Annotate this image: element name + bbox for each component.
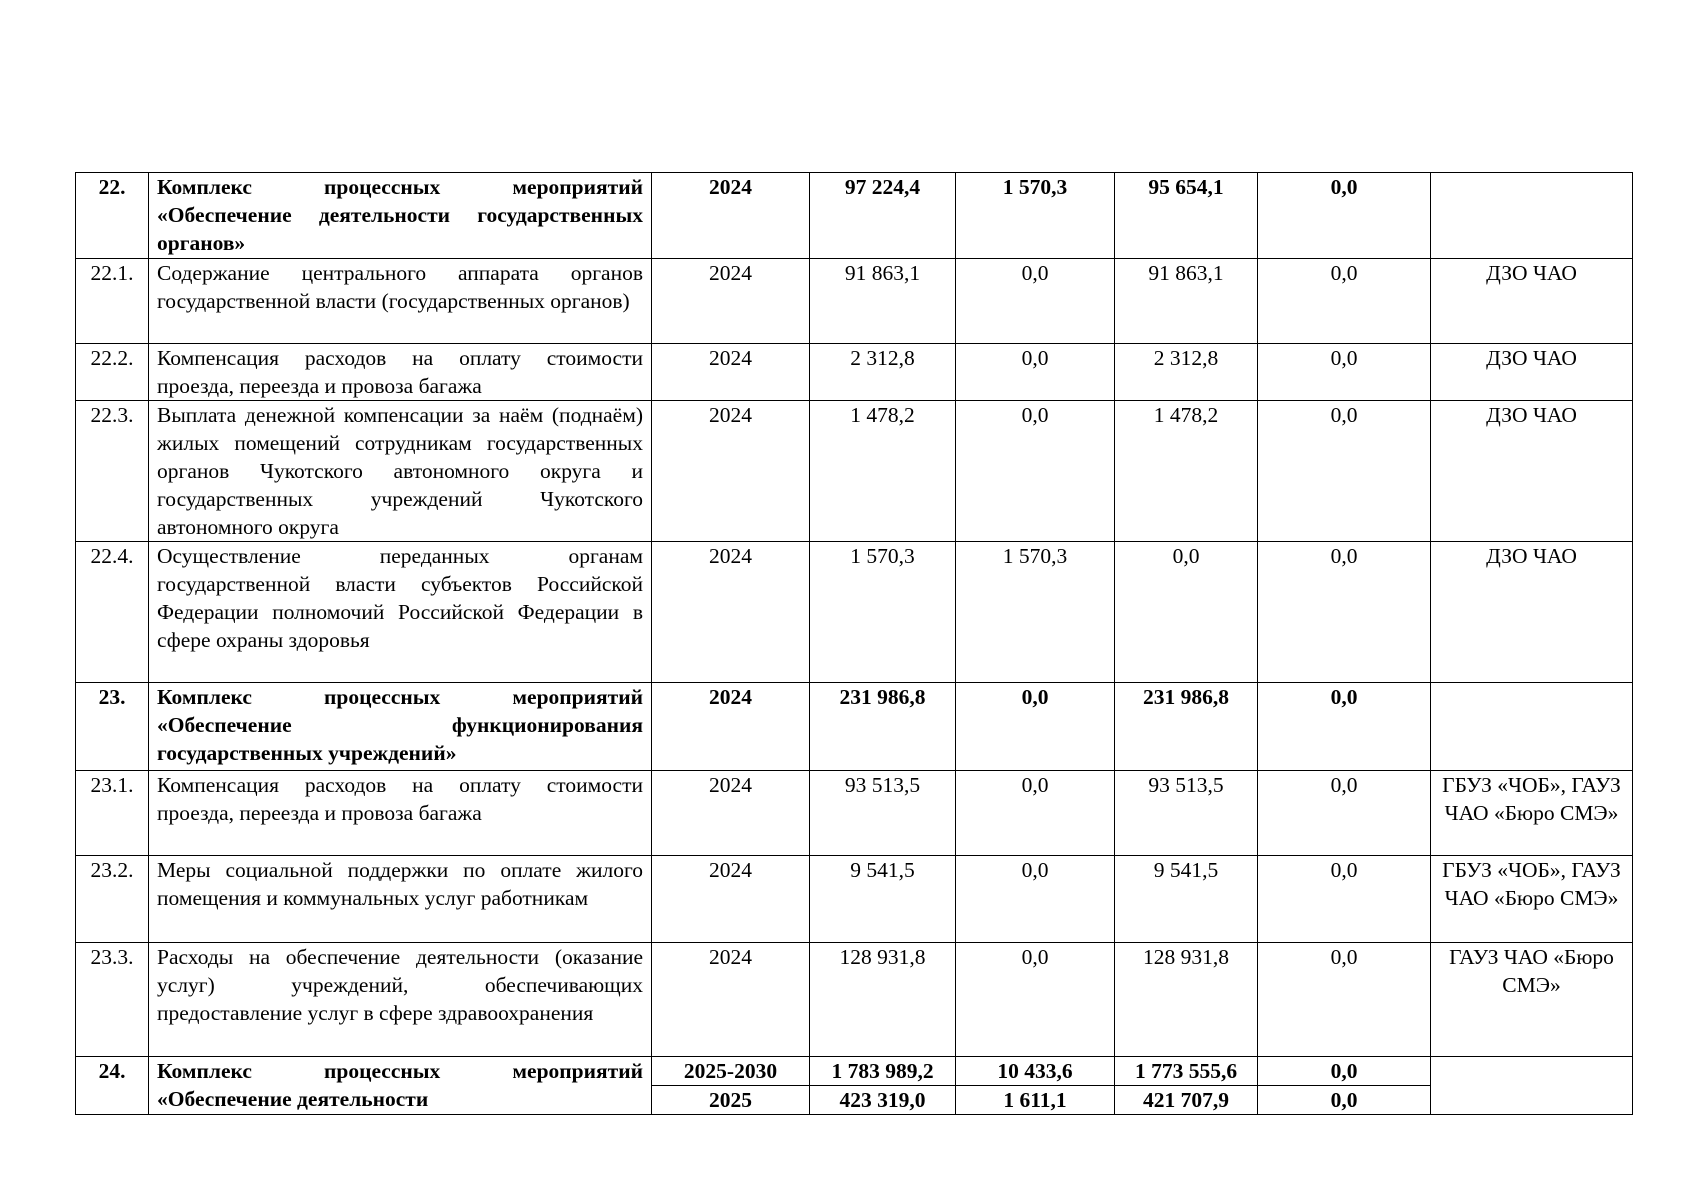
row-total: 97 224,4 <box>810 173 956 259</box>
table-row <box>76 771 1633 856</box>
row-executor <box>1431 683 1633 771</box>
row-year: 2024 <box>652 259 810 344</box>
table-row <box>76 683 1633 771</box>
row-federal: 0,0 <box>956 943 1115 1057</box>
row-total: 91 863,1 <box>810 259 956 344</box>
row-total: 128 931,8 <box>810 943 956 1057</box>
row-executor: ДЗО ЧАО <box>1431 344 1633 401</box>
row-federal: 1 570,3 <box>956 542 1115 683</box>
row-regional: 2 312,8 <box>1115 344 1258 401</box>
row-other: 0,0 <box>1258 1057 1431 1086</box>
row-total: 231 986,8 <box>810 683 956 771</box>
row-name: Выплата денежной компенсации за наём (поднаём) жилых помещений сотрудникам государственных органов Чукотского автономного округа и государственных учреждений Чукотского автономного округа <box>149 401 652 542</box>
row-other: 0,0 <box>1258 259 1431 344</box>
row-total: 423 319,0 <box>810 1086 956 1115</box>
row-year: 2024 <box>652 542 810 683</box>
table-row <box>76 943 1633 1057</box>
table-row <box>76 401 1633 542</box>
row-regional: 95 654,1 <box>1115 173 1258 259</box>
row-other: 0,0 <box>1258 771 1431 856</box>
row-total: 1 783 989,2 <box>810 1057 956 1086</box>
row-total: 1 478,2 <box>810 401 956 542</box>
row-federal: 0,0 <box>956 771 1115 856</box>
row-number: 22.4. <box>76 542 149 683</box>
row-year: 2025-2030 <box>652 1057 810 1086</box>
row-year: 2024 <box>652 856 810 943</box>
row-federal: 0,0 <box>956 401 1115 542</box>
table-row <box>76 344 1633 401</box>
row-other: 0,0 <box>1258 542 1431 683</box>
row-federal: 0,0 <box>956 344 1115 401</box>
row-executor: ГАУЗ ЧАО «Бюро СМЭ» <box>1431 943 1633 1057</box>
row-regional: 128 931,8 <box>1115 943 1258 1057</box>
row-year: 2024 <box>652 683 810 771</box>
row-name: Меры социальной поддержки по оплате жилого помещения и коммунальных услуг работникам <box>149 856 652 943</box>
row-executor: ГБУЗ «ЧОБ», ГАУЗ ЧАО «Бюро СМЭ» <box>1431 771 1633 856</box>
row-regional: 421 707,9 <box>1115 1086 1258 1115</box>
row-regional: 93 513,5 <box>1115 771 1258 856</box>
row-federal: 1 611,1 <box>956 1086 1115 1115</box>
row-other: 0,0 <box>1258 344 1431 401</box>
row-number: 23.2. <box>76 856 149 943</box>
row-regional: 9 541,5 <box>1115 856 1258 943</box>
row-other: 0,0 <box>1258 856 1431 943</box>
row-name: Комплекс процессных мероприятий «Обеспечение деятельности <box>149 1057 652 1115</box>
row-other: 0,0 <box>1258 401 1431 542</box>
table-row <box>76 259 1633 344</box>
row-executor: ДЗО ЧАО <box>1431 401 1633 542</box>
row-name: Расходы на обеспечение деятельности (оказание услуг) учреждений, обеспечивающих предоставление услуг в сфере здравоохранения <box>149 943 652 1057</box>
row-number: 23.3. <box>76 943 149 1057</box>
row-number: 22. <box>76 173 149 259</box>
row-regional: 1 478,2 <box>1115 401 1258 542</box>
row-name: Комплекс процессных мероприятий «Обеспечение функционирования государственных учреждений» <box>149 683 652 771</box>
row-other: 0,0 <box>1258 683 1431 771</box>
row-regional: 0,0 <box>1115 542 1258 683</box>
row-executor <box>1431 1057 1633 1115</box>
row-number: 23.1. <box>76 771 149 856</box>
row-name: Компенсация расходов на оплату стоимости проезда, переезда и провоза багажа <box>149 344 652 401</box>
row-number: 22.2. <box>76 344 149 401</box>
row-executor: ДЗО ЧАО <box>1431 259 1633 344</box>
budget-table <box>75 172 1633 1115</box>
row-executor <box>1431 173 1633 259</box>
row-regional: 1 773 555,6 <box>1115 1057 1258 1086</box>
row-other: 0,0 <box>1258 173 1431 259</box>
row-total: 9 541,5 <box>810 856 956 943</box>
row-number: 24. <box>76 1057 149 1115</box>
row-name: Комплекс процессных мероприятий «Обеспечение деятельности государственных органов» <box>149 173 652 259</box>
row-year: 2024 <box>652 344 810 401</box>
row-year: 2024 <box>652 771 810 856</box>
row-regional: 231 986,8 <box>1115 683 1258 771</box>
row-year: 2024 <box>652 173 810 259</box>
row-name: Компенсация расходов на оплату стоимости проезда, переезда и провоза багажа <box>149 771 652 856</box>
row-regional: 91 863,1 <box>1115 259 1258 344</box>
row-federal: 1 570,3 <box>956 173 1115 259</box>
table-row <box>76 1057 1633 1086</box>
row-other: 0,0 <box>1258 1086 1431 1115</box>
row-total: 2 312,8 <box>810 344 956 401</box>
row-name: Содержание центрального аппарата органов государственной власти (государственных органов) <box>149 259 652 344</box>
row-year: 2025 <box>652 1086 810 1115</box>
row-executor: ГБУЗ «ЧОБ», ГАУЗ ЧАО «Бюро СМЭ» <box>1431 856 1633 943</box>
row-year: 2024 <box>652 401 810 542</box>
row-number: 23. <box>76 683 149 771</box>
table-row <box>76 542 1633 683</box>
table-row <box>76 173 1633 259</box>
row-federal: 0,0 <box>956 259 1115 344</box>
row-federal: 10 433,6 <box>956 1057 1115 1086</box>
row-other: 0,0 <box>1258 943 1431 1057</box>
table-row <box>76 856 1633 943</box>
row-name: Осуществление переданных органам государственной власти субъектов Российской Федерации полномочий Российской Федерации в сфере охраны здоровья <box>149 542 652 683</box>
row-total: 93 513,5 <box>810 771 956 856</box>
row-federal: 0,0 <box>956 856 1115 943</box>
row-number: 22.1. <box>76 259 149 344</box>
row-number: 22.3. <box>76 401 149 542</box>
row-total: 1 570,3 <box>810 542 956 683</box>
row-year: 2024 <box>652 943 810 1057</box>
row-executor: ДЗО ЧАО <box>1431 542 1633 683</box>
row-federal: 0,0 <box>956 683 1115 771</box>
